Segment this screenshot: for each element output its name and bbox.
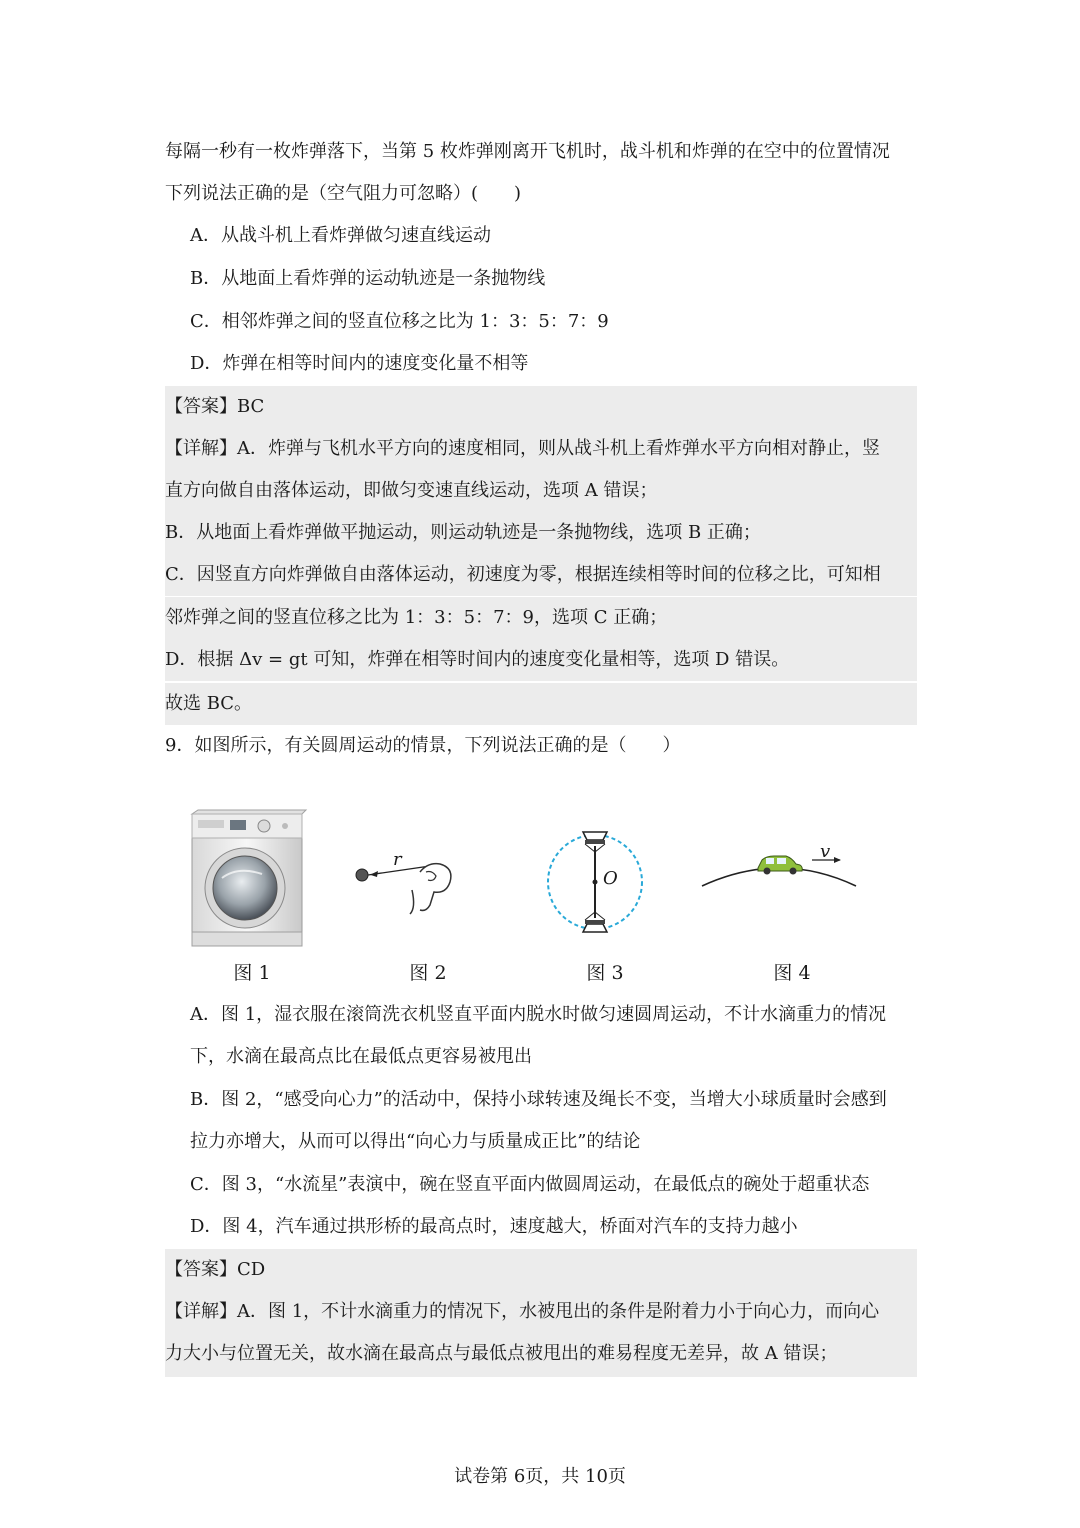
vertical-circle-figure bbox=[540, 826, 650, 938]
q8-stem-line2: 下列说法正确的是（空气阻力可忽略）( ) bbox=[165, 183, 522, 204]
q9-option-a-line1: A．图 1，湿衣服在滚筒洗衣机竖直平面内脱水时做匀速圆周运动，不计水滴重力的情况 bbox=[190, 1004, 887, 1025]
q9-stem: 9．如图所示，有关圆周运动的情景，下列说法正确的是（ ） bbox=[165, 735, 681, 756]
q8-detail-1: 【详解】A．炸弹与飞机水平方向的速度相同，则从战斗机上看炸弹水平方向相对静止，竖 bbox=[165, 428, 917, 470]
q9-detail-1: 【详解】A．图 1，不计水滴重力的情况下，水被甩出的条件是附着力小于向心力，而向心 bbox=[165, 1291, 917, 1333]
q9-option-c: C．图 3，“水流星”表演中，碗在竖直平面内做圆周运动，在最低点的碗处于超重状态 bbox=[190, 1174, 870, 1195]
washing-machine-figure bbox=[190, 808, 308, 950]
q9-option-b-line1: B．图 2，“感受向心力”的活动中，保持小球转速及绳长不变，当增大小球质量时会感到 bbox=[190, 1089, 887, 1110]
q8-option-b: B．从地面上看炸弹的运动轨迹是一条抛物线 bbox=[190, 268, 546, 289]
fig4-caption: 图 4 bbox=[773, 962, 811, 984]
ball-string-figure bbox=[350, 850, 460, 920]
q9-option-b-line2: 拉力亦增大，从而可以得出“向心力与质量成正比”的结论 bbox=[190, 1131, 641, 1152]
q8-detail-5: 邻炸弹之间的竖直位移之比为 1：3：5：7：9，选项 C 正确； bbox=[165, 597, 917, 639]
q8-option-a: A．从战斗机上看炸弹做匀速直线运动 bbox=[190, 225, 491, 246]
q8-detail-7: 故选 BC。 bbox=[165, 682, 917, 725]
q8-detail-3: B．从地面上看炸弹做平抛运动，则运动轨迹是一条抛物线，选项 B 正确； bbox=[165, 512, 917, 554]
q8-detail-4: C．因竖直方向炸弹做自由落体运动，初速度为零，根据连续相等时间的位移之比，可知相 bbox=[165, 554, 917, 596]
page-footer: 试卷第 6页，共 10页 bbox=[454, 1466, 626, 1487]
q8-stem-line1: 每隔一秒有一枚炸弹落下，当第 5 枚炸弹刚离开飞机时，战斗机和炸弹的在空中的位置情况 bbox=[165, 141, 890, 162]
fig3-caption: 图 3 bbox=[586, 962, 624, 984]
q8-option-c: C．相邻炸弹之间的竖直位移之比为 1：3：5：7：9 bbox=[190, 311, 609, 332]
q8-option-d: D．炸弹在相等时间内的速度变化量不相等 bbox=[190, 353, 529, 374]
arch-bridge-figure bbox=[700, 840, 860, 890]
label-o: O bbox=[603, 868, 618, 889]
q8-detail-6: D．根据 Δv = gt 可知，炸弹在相等时间内的速度变化量相等，选项 D 错误。 bbox=[165, 639, 917, 681]
fig2-caption: 图 2 bbox=[409, 962, 447, 984]
q9-option-a-line2: 下，水滴在最高点比在最低点更容易被甩出 bbox=[190, 1046, 532, 1067]
label-v: v bbox=[820, 841, 831, 862]
label-r: r bbox=[393, 849, 402, 870]
q8-answer: 【答案】BC bbox=[165, 386, 917, 428]
q9-detail-2: 力大小与位置无关，故水滴在最高点与最低点被甩出的难易程度无差异，故 A 错误； bbox=[165, 1333, 917, 1377]
q9-option-d: D．图 4，汽车通过拱形桥的最高点时，速度越大，桥面对汽车的支持力越小 bbox=[190, 1216, 798, 1237]
q9-answer: 【答案】CD bbox=[165, 1249, 917, 1291]
q8-detail-2: 直方向做自由落体运动，即做匀变速直线运动，选项 A 错误； bbox=[165, 470, 917, 512]
fig1-caption: 图 1 bbox=[233, 962, 271, 984]
